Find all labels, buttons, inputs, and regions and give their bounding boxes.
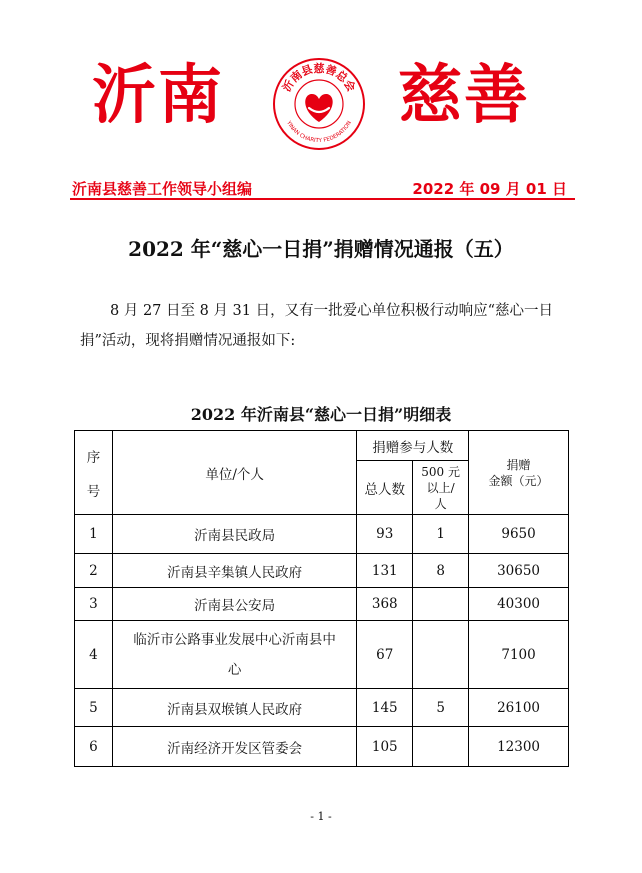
row-seq: 3 [75, 588, 113, 621]
row-seq: 4 [75, 621, 113, 689]
row-over500: 8 [413, 554, 469, 588]
header-seq: 序 号 [75, 431, 113, 515]
row-total: 145 [357, 689, 413, 727]
header-amount: 捐赠 金额（元） [469, 431, 569, 515]
editor-org: 沂南县慈善工作领导小组编 [72, 180, 253, 198]
row-total: 93 [357, 515, 413, 554]
row-amount: 12300 [469, 727, 569, 767]
row-unit: 沂南县双堠镇人民政府 [112, 689, 356, 727]
row-total: 368 [357, 588, 413, 621]
row-unit: 沂南县辛集镇人民政府 [112, 554, 356, 588]
row-unit: 临沂市公路事业发展中心沂南县中 心 [112, 621, 356, 689]
table-header-row [75, 431, 569, 461]
row-total: 131 [357, 554, 413, 588]
donation-table [74, 430, 569, 767]
row-unit: 沂南经济开发区管委会 [112, 727, 356, 767]
table-row [75, 515, 569, 554]
svg-text:YINAN CHARITY FEDERATION: YINAN CHARITY FEDERATION [285, 120, 353, 145]
issue-date: 2022 年 09 月 01 日 [412, 180, 567, 198]
row-unit: 沂南县民政局 [112, 515, 356, 554]
row-total: 67 [357, 621, 413, 689]
row-amount: 26100 [469, 689, 569, 727]
row-amount: 9650 [469, 515, 569, 554]
document-title: 2022 年“慈心一日捐”捐赠情况通报（五） [128, 237, 514, 261]
row-over500 [413, 588, 469, 621]
row-seq: 1 [75, 515, 113, 554]
row-amount: 30650 [469, 554, 569, 588]
table-row [75, 621, 569, 689]
table-title: 2022 年沂南县“慈心一日捐”明细表 [190, 405, 452, 424]
row-unit: 沂南县公安局 [112, 588, 356, 621]
row-seq: 5 [75, 689, 113, 727]
row-over500 [413, 727, 469, 767]
header-divider [70, 198, 575, 200]
page-number: - 1 - [310, 810, 332, 823]
table-row [75, 689, 569, 727]
header-over500: 500 元 以上/ 人 [413, 461, 469, 515]
row-over500: 5 [413, 689, 469, 727]
row-over500 [413, 621, 469, 689]
masthead-right-title: 慈善 [398, 58, 530, 133]
header-unit: 单位/个人 [112, 431, 356, 515]
table-row [75, 554, 569, 588]
row-over500: 1 [413, 515, 469, 554]
intro-paragraph: 8 月 27 日至 8 月 31 日，又有一批爱心单位积极行动响应“慈心一日捐”活动，现将捐赠情况通报如下: [80, 303, 554, 349]
masthead-left-title: 沂南 [92, 58, 224, 133]
header-total: 总人数 [357, 461, 413, 515]
row-total: 105 [357, 727, 413, 767]
row-amount: 7100 [469, 621, 569, 689]
row-amount: 40300 [469, 588, 569, 621]
row-seq: 2 [75, 554, 113, 588]
charity-seal-logo [271, 56, 367, 152]
header-participants: 捐赠参与人数 [357, 431, 469, 461]
table-row [75, 727, 569, 767]
svg-text:沂南县慈善总会: 沂南县慈善总会 [280, 62, 358, 94]
row-seq: 6 [75, 727, 113, 767]
table-row [75, 588, 569, 621]
